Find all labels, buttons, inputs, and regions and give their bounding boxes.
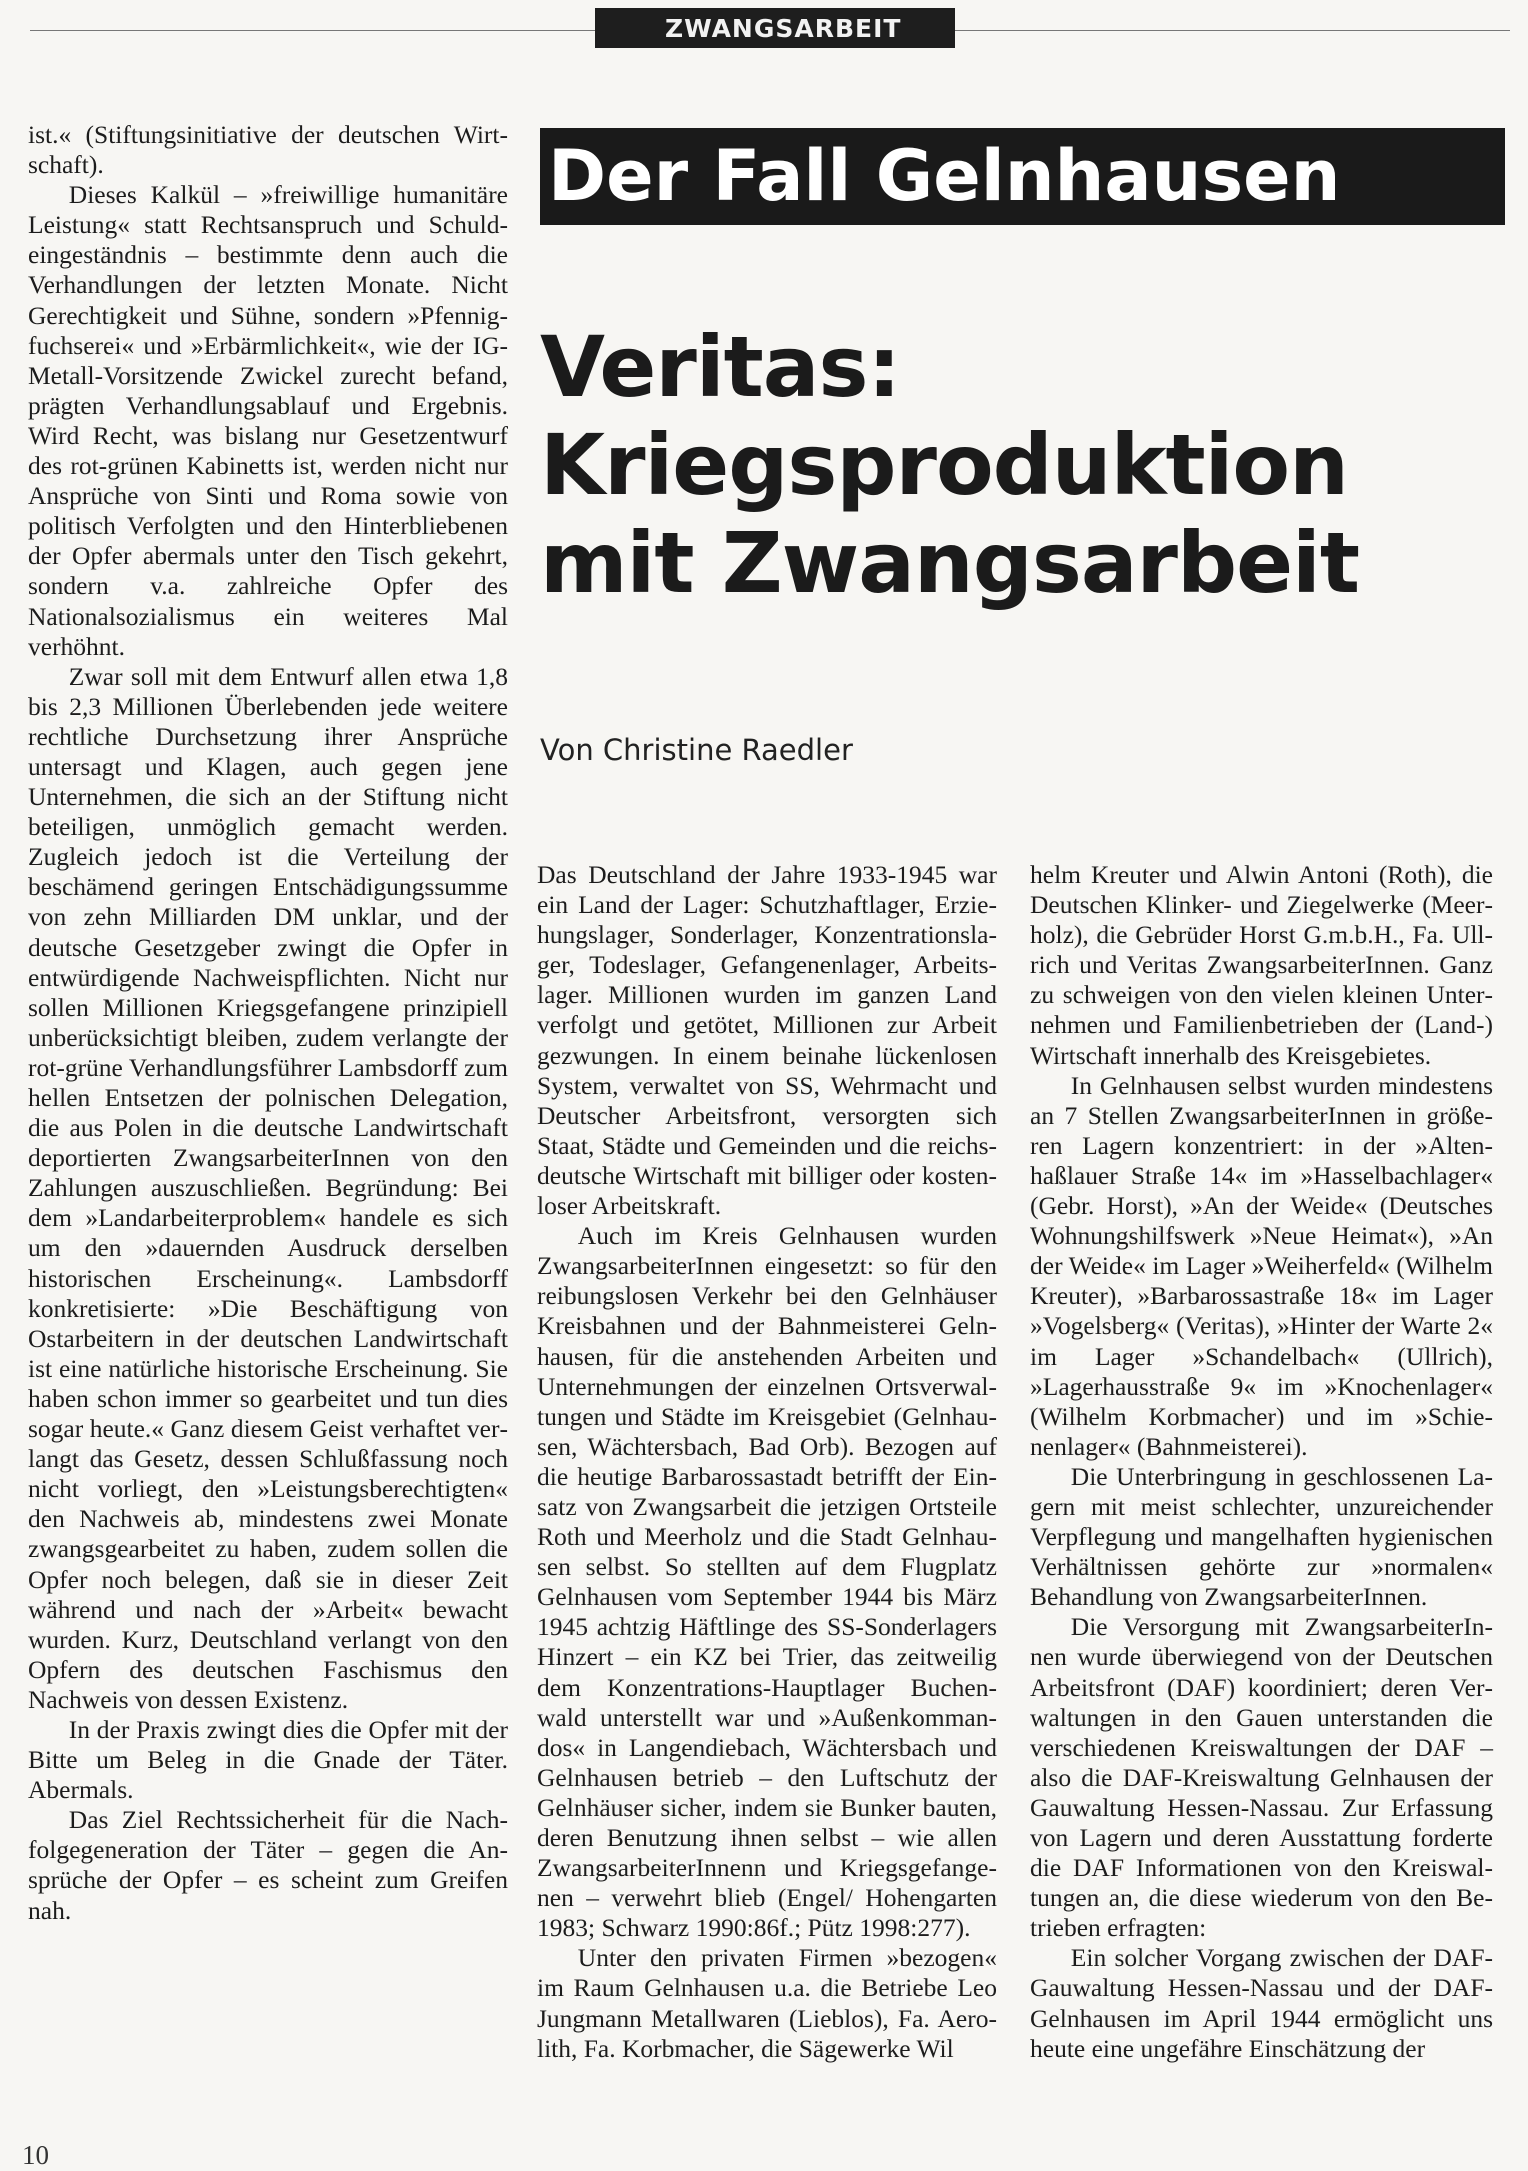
headline-line: mit Zwangsarbeit bbox=[540, 514, 1359, 612]
paragraph: Unter den privaten Firmen »bezogen« im Raum Gelnhausen u.a. die Betriebe Leo Jungmann Metallwaren (Lieblos), Fa. Aerolith, Fa. Korbmacher, die Sägewerke Wil bbox=[537, 1943, 997, 2063]
paragraph: Die Versorgung mit ZwangsarbeiterInnen wurde überwiegend von der Deutschen Arbeitsfront (DAF) koordiniert; deren Verwaltungen in den Gauen unterstanden die verschiedenen Kreiswaltungen der DAF – also die DAF-Kreiswaltung Gelnhausen der Gauwaltung Hessen-Nassau. Zur Erfassung von Lagern und deren Ausstattung forderte die DAF Informationen von den Kreiswaltungen an, die diese wiederum von den Betrieben erfragten: bbox=[1030, 1612, 1493, 1943]
paragraph: In Gelnhausen selbst wurden mindestens an 7 Stellen ZwangsarbeiterInnen in größeren Lagern konzentriert: in der »Altenhaßlauer Straße 14« im »Hasselbachlager« (Gebr. Horst), »An der Weide« (Deutsches Wohnungshilfswerk »Neue Heimat«), »An der Weide« im Lager »Weiherfeld« (Wilhelm Kreuter), »Barbarossastraße 18« im Lager »Vogelsberg« (Veritas), »Hinter der Warte 2« im Lager »Schandelbach« (Ullrich), »Lagerhausstraße 9« im »Knochenlager« (Wilhelm Korbmacher) und im »Schienenlager« (Bahnmeisterei). bbox=[1030, 1070, 1493, 1461]
headline-line: Veritas: bbox=[540, 318, 901, 416]
headline-line: Kriegsproduktion bbox=[540, 416, 1348, 514]
header-rule-right bbox=[955, 30, 1510, 31]
paragraph: Dieses Kalkül – »freiwillige humanitäre Leistung« statt Rechtsanspruch und Schuldeingeständnis – bestimmte denn auch die Verhandlungen der letzten Monate. Nicht Gerechtigkeit und Sühne, sondern »Pfennigfuchserei« und »Erbärmlichkeit«, wie der IG-Metall-Vorsitzende Zwickel zurecht befand, prägten Verhandlungsablauf und Ergebnis. Wird Recht, was bislang nur Gesetzentwurf des rot-grünen Kabinetts ist, werden nicht nur Ansprüche von Sinti und Roma sowie von politisch Verfolgten und den Hinterbliebenen der Opfer abermals unter den Tisch gekehrt, sondern v.a. zahlreiche Opfer des Nationalsozialismus ein weiteres Mal verhöhnt. bbox=[28, 180, 508, 661]
paragraph: In der Praxis zwingt dies die Opfer mit der Bitte um Beleg in die Gnade der Täter. Abermals. bbox=[28, 1714, 508, 1805]
text-column-2 bbox=[537, 860, 997, 2064]
paragraph: Das Ziel Rechtssicherheit für die Nachfolgegeneration der Täter – gegen die Ansprüche der Opfer – es scheint zum Greifen nah. bbox=[28, 1805, 508, 1925]
paragraph: ist.« (Stiftungsinitiative der deutschen Wirtschaft). bbox=[28, 120, 508, 180]
page-number: 10 bbox=[22, 2140, 49, 2170]
header-rule-left bbox=[30, 30, 595, 31]
paragraph: Die Unterbringung in geschlossenen Lagern mit meist schlechter, unzureichender Verpflegung und mangelhaften hygienischen Verhältnissen gehörte zur »normalen« Behandlung von ZwangsarbeiterInnen. bbox=[1030, 1461, 1493, 1612]
paragraph: Ein solcher Vorgang zwischen der DAF-Gauwaltung Hessen-Nassau und der DAF-Gelnhausen im April 1944 ermöglicht uns heute eine ungefähre Einschätzung der bbox=[1030, 1943, 1493, 2063]
paragraph: Das Deutschland der Jahre 1933-1945 war ein Land der Lager: Schutzhaftlager, Erziehungslager, Sonderlager, Konzentrationslager, Todeslager, Gefangenenlager, Arbeitslager. Millionen wurden im ganzen Land verfolgt und getötet, Millionen zur Arbeit gezwungen. In einem beinahe lückenlosen System, verwaltet von SS, Wehrmacht und Deutscher Arbeitsfront, versorgten sich Staat, Städte und Gemeinden und die reichsdeutsche Wirtschaft mit billiger oder kostenloser Arbeitskraft. bbox=[537, 860, 997, 1221]
byline: Von Christine Raedler bbox=[540, 733, 853, 767]
section-label: ZWANGSARBEIT bbox=[595, 8, 955, 48]
text-column-3 bbox=[1030, 860, 1493, 2064]
paragraph: Zwar soll mit dem Entwurf allen etwa 1,8 bis 2,3 Millionen Überlebenden jede weitere rechtliche Durchsetzung ihrer Ansprüche untersagt und Klagen, auch gegen jene Unternehmen, die sich an der Stiftung nicht beteiligen, unmöglich gemacht werden. Zugleich jedoch ist die Verteilung der beschämend geringen Entschädigungssumme von zehn Milliarden DM unklar, und der deutsche Gesetzgeber zwingt die Opfer in entwürdigende Nachweispflichten. Nicht nur sollen Millionen Kriegsgefangene prinzipiell unberücksichtigt bleiben, zudem verlangte der rot-grüne Verhandlungsführer Lambsdorff zum hellen Entsetzen der polnischen Delegation, die aus Polen in die deutsche Landwirtschaft deportierten ZwangsarbeiterInnen von den Zahlungen auszuschließen. Begründung: Bei dem »Landarbeiterproblem« handele es sich um den »dauernden Ausdruck derselben historischen Erscheinung«. Lambsdorff konkretisierte: »Die Beschäftigung von Ostarbeitern in der deutschen Landwirtschaft ist eine natürliche historische Erscheinung. Sie haben schon immer so gearbeitet und tun dies sogar heute.« Ganz diesem Geist verhaftet verlangt das Gesetz, dessen Schlußfassung noch nicht vorliegt, den »Leistungsberechtigten« den Nachweis ab, mindestens zwei Monate zwangsgearbeitet zu haben, zudem sollen die Opfer noch belegen, daß sie in dieser Zeit während und nach der »Arbeit« bewacht wurden. Kurz, Deutschland verlangt von den Opfern des deutschen Faschismus den Nachweis von dessen Existenz. bbox=[28, 661, 508, 1714]
paragraph: Auch im Kreis Gelnhausen wurden ZwangsarbeiterInnen eingesetzt: so für den reibungslosen Verkehr bei den Gelnhäuser Kreisbahnen und der Bahnmeisterei Gelnhausen, für die anstehenden Arbeiten und Unternehmungen der einzelnen Ortsverwaltungen und Städte im Kreisgebiet (Gelnhausen, Wächtersbach, Bad Orb). Bezogen auf die heutige Barbarossastadt betrifft der Einsatz von Zwangsarbeit die jetzigen Ortsteile Roth und Meerholz und die Stadt Gelnhausen selbst. So stellten auf dem Flugplatz Gelnhausen vom September 1944 bis März 1945 achtzig Häftlinge des SS-Sonderlagers Hinzert – ein KZ bei Trier, das zeitweilig dem Konzentrations-Hauptlager Buchenwald unterstellt war und »Außenkommandos« in Langendiebach, Wächtersbach und Gelnhausen betrieb – den Luftschutz der Gelnhäuser sicher, indem sie Bunker bauten, deren Benutzung ihnen selbst – wie allen ZwangsarbeiterInnenn und Kriegsgefangenen – verwehrt blieb (Engel/ Hohengarten 1983; Schwarz 1990:86f.; Pütz 1998:277). bbox=[537, 1221, 997, 1943]
paragraph: helm Kreuter und Alwin Antoni (Roth), die Deutschen Klinker- und Ziegelwerke (Meerholz), die Gebrüder Horst G.m.b.H., Fa. Ullrich und Veritas ZwangsarbeiterInnen. Ganz zu schweigen von den vielen kleinen Unternehmen und Familienbetrieben der (Land-) Wirtschaft innerhalb des Kreisgebietes. bbox=[1030, 860, 1493, 1070]
article-kicker: Der Fall Gelnhausen bbox=[540, 128, 1505, 225]
text-column-1 bbox=[28, 120, 508, 1926]
article-headline bbox=[540, 318, 1500, 612]
